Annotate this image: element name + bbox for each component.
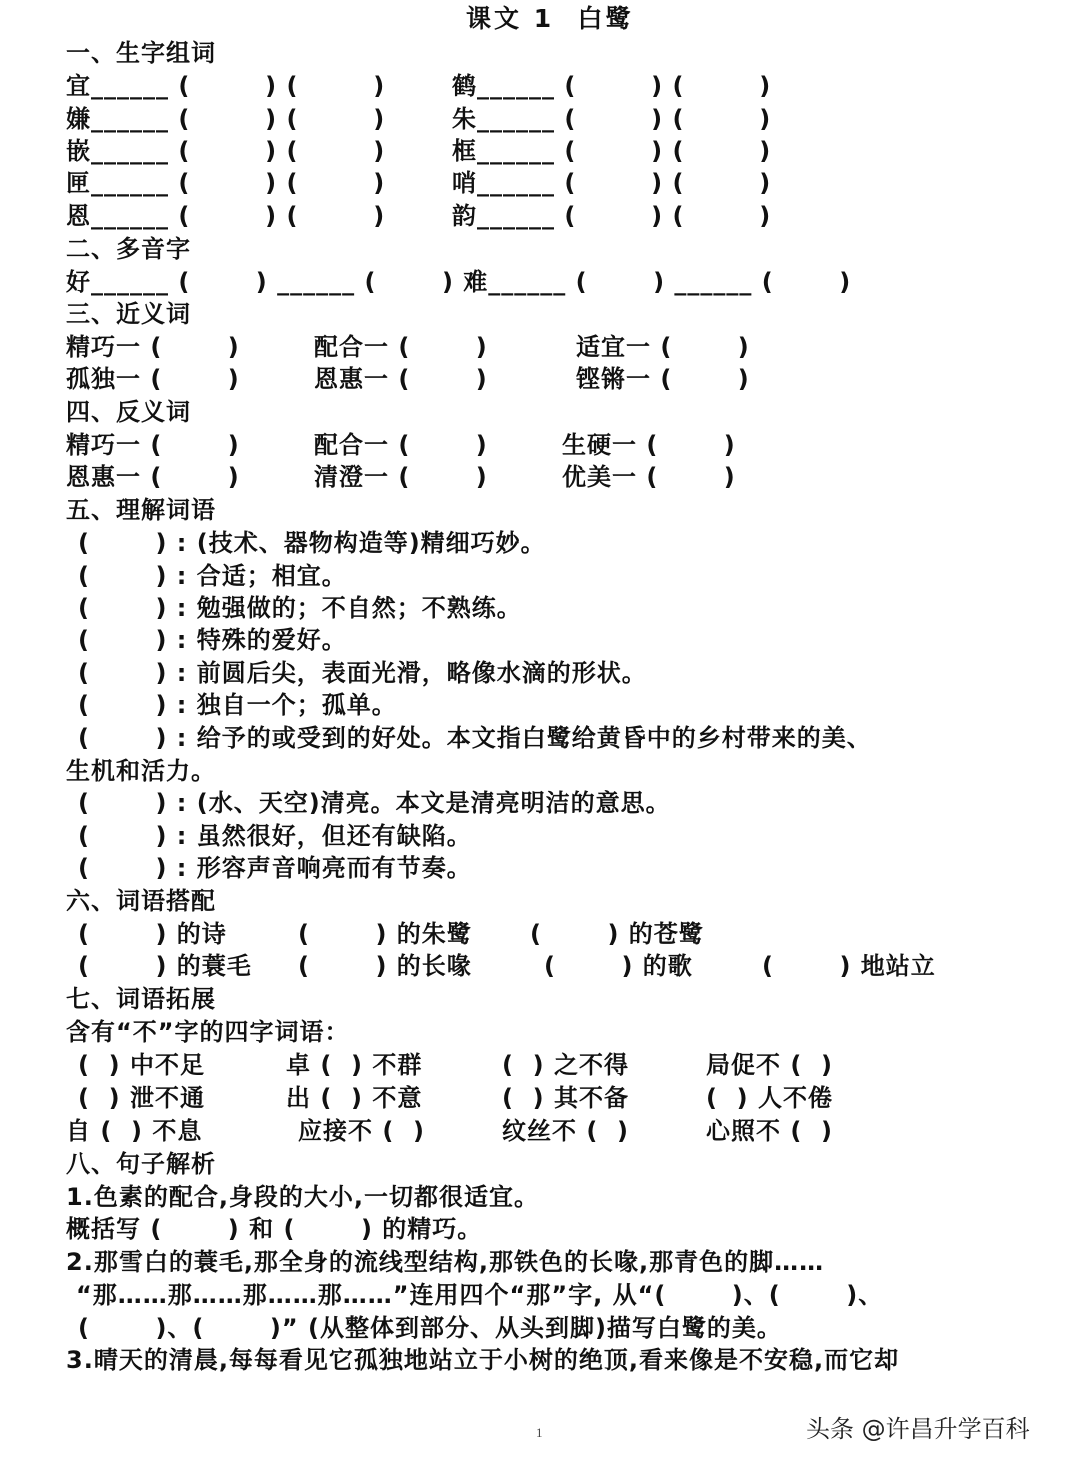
antonym-item: 清澄一 ( )	[314, 463, 488, 491]
definition-item-continued: 生机和活力。	[66, 757, 216, 785]
section-heading: 一、生字组词	[66, 39, 216, 67]
synonym-item: 精巧一 ( )	[66, 333, 240, 361]
collocation-item: ( ) 的蓑毛	[78, 952, 252, 980]
definition-item: ( ) : 合适；相宜。	[78, 562, 347, 590]
idiom-item: ( ) 之不得	[502, 1051, 630, 1079]
definition-item: ( ) : 前圆后尖，表面光滑，略像水滴的形状。	[78, 659, 647, 687]
collocation-item: ( ) 地站立	[762, 952, 936, 980]
idiom-item: ( ) 中不足	[78, 1051, 206, 1079]
definition-item: ( ) : (水、天空)清亮。本文是清亮明洁的意思。	[78, 789, 671, 817]
page-number: 1	[536, 1425, 544, 1440]
definition-item: ( ) : 形容声音响亮而有节奏。	[78, 854, 472, 882]
synonym-item: 配合一 ( )	[314, 333, 488, 361]
vocab-row-right: 框______ ( ) ( )	[452, 137, 772, 165]
sentence-line: 2.那雪白的蓑毛,那全身的流线型结构,那铁色的长喙,那青色的脚……	[66, 1248, 825, 1276]
section-heading: 六、词语搭配	[66, 887, 216, 915]
watermark: 头条 @许昌升学百科	[806, 1415, 1030, 1443]
collocation-item: ( ) 的朱鹭	[298, 920, 472, 948]
vocab-row-left: 嵌______ ( ) ( )	[66, 137, 386, 165]
collocation-item: ( ) 的苍鹭	[530, 920, 704, 948]
antonym-item: 优美一 ( )	[562, 463, 736, 491]
vocab-row-left: 匣______ ( ) ( )	[66, 169, 386, 197]
expansion-intro: 含有“不”字的四字词语：	[66, 1018, 350, 1046]
antonym-item: 配合一 ( )	[314, 431, 488, 459]
sentence-line: 1.色素的配合,身段的大小,一切都很适宜。	[66, 1183, 540, 1211]
synonym-item: 铿锵一 ( )	[576, 365, 750, 393]
vocab-row-left: 恩______ ( ) ( )	[66, 202, 386, 230]
sentence-line: ( )、( )” (从整体到部分、从头到脚)描写白鹭的美。	[78, 1314, 782, 1342]
vocab-row-right: 韵______ ( ) ( )	[452, 202, 772, 230]
idiom-item: 心照不 ( )	[706, 1117, 834, 1145]
idiom-item: 局促不 ( )	[706, 1051, 834, 1079]
collocation-item: ( ) 的歌	[544, 952, 693, 980]
synonym-item: 恩惠一 ( )	[314, 365, 488, 393]
idiom-item: 出 ( ) 不意	[286, 1084, 423, 1112]
section-heading: 五、理解词语	[66, 496, 216, 524]
polyphone-row: 好______ ( ) ______ ( ) 难______ ( ) ______ ( )	[66, 268, 852, 296]
definition-item: ( ) : 勉强做的；不自然；不熟练。	[78, 594, 522, 622]
synonym-item: 适宜一 ( )	[576, 333, 750, 361]
vocab-row-right: 哨______ ( ) ( )	[452, 169, 772, 197]
section-heading: 八、句子解析	[66, 1150, 216, 1178]
antonym-item: 精巧一 ( )	[66, 431, 240, 459]
collocation-item: ( ) 的诗	[78, 920, 227, 948]
antonym-item: 生硬一 ( )	[562, 431, 736, 459]
sentence-line: “那……那……那……那……”连用四个“那”字, 从“( )、( )、	[76, 1281, 884, 1309]
idiom-item: 纹丝不 ( )	[502, 1117, 630, 1145]
collocation-item: ( ) 的长喙	[298, 952, 472, 980]
sentence-line: 3.晴天的清晨,每每看见它孤独地站立于小树的绝顶,看来像是不安稳,而它却	[66, 1346, 900, 1374]
definition-item: ( ) : 特殊的爱好。	[78, 626, 347, 654]
definition-item: ( ) : (技术、器物构造等)精细巧妙。	[78, 529, 546, 557]
idiom-item: 卓 ( ) 不群	[286, 1051, 423, 1079]
definition-item: ( ) : 独自一个；孤单。	[78, 691, 397, 719]
vocab-row-left: 宜______ ( ) ( )	[66, 72, 386, 100]
idiom-item: 自 ( ) 不息	[66, 1117, 203, 1145]
section-heading: 七、词语拓展	[66, 985, 216, 1013]
section-heading: 三、近义词	[66, 300, 191, 328]
page-title: 课文 1 白鹭	[466, 4, 634, 33]
idiom-item: 应接不 ( )	[298, 1117, 426, 1145]
vocab-row-left: 嫌______ ( ) ( )	[66, 105, 386, 133]
idiom-item: ( ) 人不倦	[706, 1084, 834, 1112]
definition-item: ( ) : 虽然很好，但还有缺陷。	[78, 822, 472, 850]
sentence-line: 概括写 ( ) 和 ( ) 的精巧。	[66, 1215, 483, 1243]
idiom-item: ( ) 泄不通	[78, 1084, 206, 1112]
vocab-row-right: 鹤______ ( ) ( )	[452, 72, 772, 100]
synonym-item: 孤独一 ( )	[66, 365, 240, 393]
section-heading: 四、反义词	[66, 398, 191, 426]
vocab-row-right: 朱______ ( ) ( )	[452, 105, 772, 133]
idiom-item: ( ) 其不备	[502, 1084, 630, 1112]
antonym-item: 恩惠一 ( )	[66, 463, 240, 491]
section-heading: 二、多音字	[66, 235, 191, 263]
definition-item: ( ) : 给予的或受到的好处。本文指白鹭给黄昏中的乡村带来的美、	[78, 724, 872, 752]
